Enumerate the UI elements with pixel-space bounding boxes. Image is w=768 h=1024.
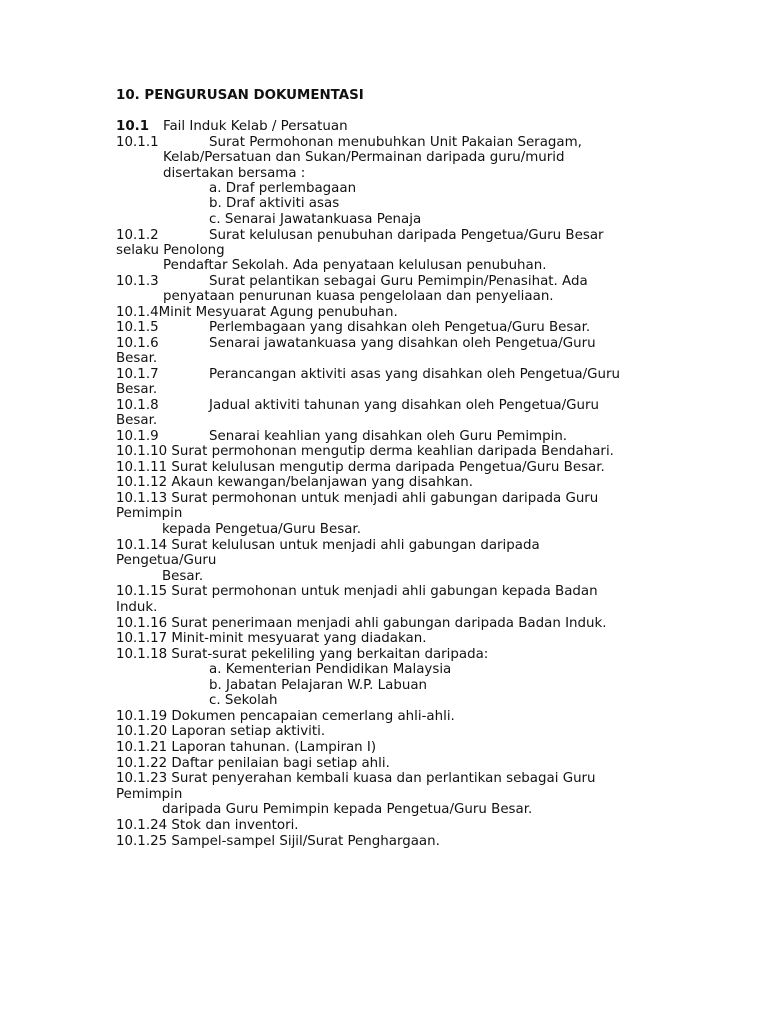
list-item-continuation: penyataan penurunan kuasa pengelolaan dan penyeliaan. <box>163 289 554 304</box>
item-text: Jadual aktiviti tahunan yang disahkan oleh Pengetua/Guru <box>209 398 599 413</box>
list-item <box>116 135 582 151</box>
list-item-continuation: Pendaftar Sekolah. Ada penyataan kelulusan penubuhan. <box>163 258 547 273</box>
list-item: 10.1.13 Surat permohonan untuk menjadi ahli gabungan daripada Guru <box>116 491 599 506</box>
list-item: 10.1.22 Daftar penilaian bagi setiap ahli. <box>116 756 390 771</box>
item-text: Surat Permohonan menubuhkan Unit Pakaian Seragam, <box>209 135 582 150</box>
list-item: 10.1.24 Stok dan inventori. <box>116 818 299 833</box>
list-item: 10.1.16 Surat penerimaan menjadi ahli gabungan daripada Badan Induk. <box>116 616 607 631</box>
list-item-continuation: Besar. <box>116 351 158 366</box>
item-text: Perancangan aktiviti asas yang disahkan oleh Pengetua/Guru <box>209 367 620 382</box>
item-number: 10.1.5 <box>116 320 159 335</box>
list-item <box>116 367 620 383</box>
sub-item: b. Draf aktiviti asas <box>209 196 340 211</box>
list-item: 10.1.18 Surat-surat pekeliling yang berkaitan daripada: <box>116 647 489 662</box>
list-item <box>116 398 599 414</box>
item-number: 10.1.9 <box>116 429 159 444</box>
list-item-continuation: Besar. <box>162 569 204 584</box>
list-item: 10.1.25 Sampel-sampel Sijil/Surat Penghargaan. <box>116 834 440 849</box>
item-text: Surat kelulusan penubuhan daripada Pengetua/Guru Besar <box>209 228 604 243</box>
list-item <box>116 429 567 445</box>
list-item-continuation: Induk. <box>116 600 158 615</box>
section-heading <box>116 119 348 135</box>
list-item-continuation: Besar. <box>116 413 158 428</box>
sub-item: c. Senarai Jawatankuasa Penaja <box>209 212 422 227</box>
sub-item: a. Draf perlembagaan <box>209 181 357 196</box>
item-number: 10.1.8 <box>116 398 159 413</box>
sub-item: b. Jabatan Pelajaran W.P. Labuan <box>209 678 428 693</box>
list-item: 10.1.12 Akaun kewangan/belanjawan yang disahkan. <box>116 475 474 490</box>
item-text: Perlembagaan yang disahkan oleh Pengetua/Guru Besar. <box>209 320 591 335</box>
list-item: 10.1.11 Surat kelulusan mengutip derma daripada Pengetua/Guru Besar. <box>116 460 605 475</box>
list-item: 10.1.4Minit Mesyuarat Agung penubuhan. <box>116 305 398 320</box>
item-text: Surat pelantikan sebagai Guru Pemimpin/Penasihat. Ada <box>209 274 588 289</box>
list-item-continuation: selaku Penolong <box>116 243 225 258</box>
list-item: 10.1.14 Surat kelulusan untuk menjadi ahli gabungan daripada <box>116 538 540 553</box>
section-title: Fail Induk Kelab / Persatuan <box>163 119 348 134</box>
list-item: 10.1.21 Laporan tahunan. (Lampiran I) <box>116 740 377 755</box>
item-number: 10.1.3 <box>116 274 159 289</box>
list-item-continuation: Pemimpin <box>116 506 183 521</box>
document-title: 10. PENGURUSAN DOKUMENTASI <box>116 88 364 103</box>
list-item-continuation: Pemimpin <box>116 787 183 802</box>
item-text: Senarai jawatankuasa yang disahkan oleh Pengetua/Guru <box>209 336 596 351</box>
sub-item: a. Kementerian Pendidikan Malaysia <box>209 662 452 677</box>
item-number: 10.1.6 <box>116 336 159 351</box>
sub-item: c. Sekolah <box>209 693 278 708</box>
list-item: 10.1.19 Dokumen pencapaian cemerlang ahli-ahli. <box>116 709 455 724</box>
item-number: 10.1.1 <box>116 135 159 150</box>
list-item-continuation: disertakan bersama : <box>163 166 306 181</box>
list-item <box>116 320 590 336</box>
item-number: 10.1.7 <box>116 367 159 382</box>
list-item: 10.1.17 Minit-minit mesyuarat yang diadakan. <box>116 631 427 646</box>
list-item <box>116 274 588 290</box>
section-number: 10.1 <box>116 119 150 134</box>
list-item: 10.1.23 Surat penyerahan kembali kuasa dan perlantikan sebagai Guru <box>116 771 596 786</box>
list-item-continuation: Besar. <box>116 382 158 397</box>
list-item <box>116 336 596 352</box>
list-item-continuation: daripada Guru Pemimpin kepada Pengetua/Guru Besar. <box>162 802 533 817</box>
item-text: Senarai keahlian yang disahkan oleh Guru Pemimpin. <box>209 429 568 444</box>
list-item: 10.1.10 Surat permohonan mengutip derma keahlian daripada Bendahari. <box>116 444 614 459</box>
list-item-continuation: kepada Pengetua/Guru Besar. <box>162 522 361 537</box>
list-item: 10.1.15 Surat permohonan untuk menjadi ahli gabungan kepada Badan <box>116 584 598 599</box>
list-item <box>116 228 604 244</box>
list-item-continuation: Kelab/Persatuan dan Sukan/Permainan daripada guru/murid <box>163 150 565 165</box>
list-item: 10.1.20 Laporan setiap aktiviti. <box>116 724 326 739</box>
list-item-continuation: Pengetua/Guru <box>116 553 217 568</box>
item-number: 10.1.2 <box>116 228 159 243</box>
